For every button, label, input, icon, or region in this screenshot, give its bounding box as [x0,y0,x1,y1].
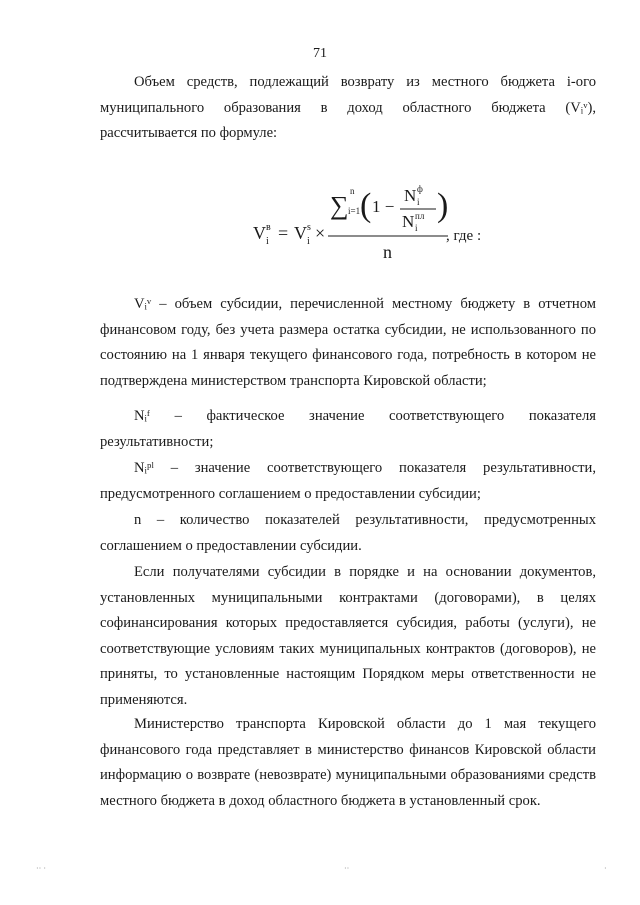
formula-num-sub: i [417,197,420,207]
scan-artifact-right: · [604,864,607,873]
formula-svg [0,178,640,268]
formula-lhs-sup: в [266,222,271,233]
formula-denominator: n [383,242,392,262]
contracts-text: Если получателями субсидии в порядке и на основании документов, установленных муниципальными контрактами (договорами), в целях софинансирования которых предоставляется субсидия, работы (услуги), не соответствующие условиям таких муниципальных контрактов (договоров), не приняты, то установленные настоящим Порядком меры ответственности не применяются. [100,564,596,708]
scan-artifact-left: ·· · [36,864,46,873]
formula-times: × [315,223,326,243]
definition-nf-text: Nᵢᶠ – фактическое значение соответствующего показателя результативности; [100,408,596,450]
formula-rhs-sub: i [307,236,310,247]
formula-lhs: V [253,223,266,243]
formula-one-minus: 1 − [372,197,395,216]
formula-equals: = [278,223,289,243]
formula-block [0,178,640,268]
formula-sum-upper: n [350,186,355,196]
ministry-text: Министерство транспорта Кировской области до 1 мая текущего финансового года представляет в министерство финансов Кировской области информацию о возврате (невозврате) муниципальными образованиями средств местного бюджета в доход областного бюджета в установленный срок. [100,716,596,809]
ministry-paragraph [100,712,596,814]
formula-rhs-sup: s [307,222,311,233]
formula-num-sup: ф [417,184,423,194]
definition-v-text: Vᵢᵛ – объем субсидии, перечисленной местному бюджету в отчетном финансовом году, без учета размера остатка субсидии, не использованного по состоянию на 1 января текущего финансового года, потребность в котором не подтверждена министерством транспорта Кировской области; [100,296,596,389]
scan-artifact-center: ·· [344,864,350,873]
formula-paren-left: ( [360,187,372,224]
intro-paragraph [100,70,596,147]
definition-nf [100,404,596,455]
page-number: 71 [313,46,327,61]
contracts-paragraph [100,560,596,714]
definition-n [100,508,596,559]
formula-sum-sign: ∑ [330,191,349,220]
definition-npl-text: Nᵢᵖˡ – значение соответствующего показателя результативности, предусмотренного соглашением о предоставлении субсидии; [100,460,596,502]
formula-den-sub: i [415,223,418,233]
intro-text: Объем средств, подлежащий возврату из местного бюджета i-ого муниципального образования в доход областного бюджета (Vᵢᵛ), рассчитывается по формуле: [100,74,596,142]
formula-tail: , где : [446,228,482,244]
formula-den-n: N [402,212,415,231]
definition-npl [100,456,596,507]
formula-paren-right: ) [437,187,449,224]
formula-lhs-sub: i [266,236,269,247]
definition-n-text: n – количество показателей результативности, предусмотренных соглашением о предоставлении субсидии. [100,512,596,554]
definition-v [100,292,596,394]
formula-num-n: N [404,186,417,205]
formula-rhs-v: V [294,223,307,243]
formula-den-sup: пл [415,211,425,221]
formula-sum-lower: i=1 [348,206,361,216]
